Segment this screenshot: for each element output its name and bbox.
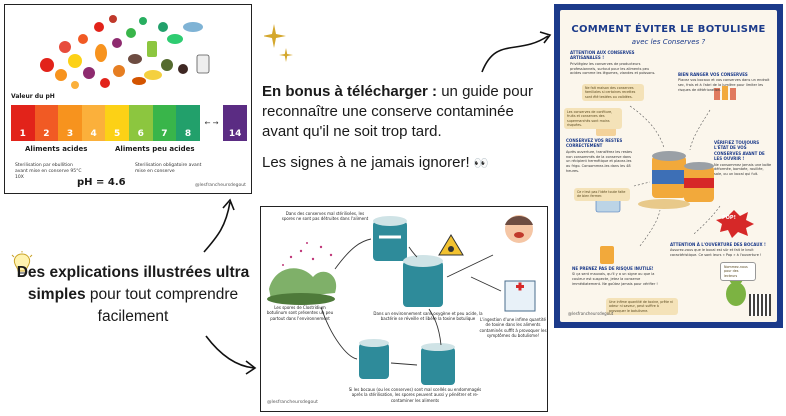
ph-scale-title: Valeur du pH <box>11 93 55 100</box>
poster-tip-storage <box>678 72 770 93</box>
warning-signs-label: Les signes à ne jamais ignorer! <box>262 154 470 171</box>
sterilisation-note-right: Sterilisation obligatoire avant mise en conserve <box>135 163 202 174</box>
acid-foods-label: Aliments acides <box>25 145 88 153</box>
poster-subtitle: avec les Conserves ? <box>631 38 706 46</box>
ph-scale-cell: 5 <box>105 105 129 141</box>
ph-scale-card <box>4 4 252 194</box>
ph-scale-cell: 8 <box>176 105 200 141</box>
explanation-body: pour tout comprendre facilement <box>85 286 239 325</box>
poster-tip-storage-title: BIEN RANGER VOS CONSERVES <box>678 72 748 77</box>
poster-tip-check-title: VÉRIFIEZ TOUJOURS L'ÉTAT DE VOS CONSERVES AVANT DE LES OUVRIR ! <box>714 140 765 162</box>
diagram-handle: @lesfrancheursdegout <box>267 400 318 405</box>
poster-tip-artisanal-text: Privilégiez les conserves de producteurs professionnels, surtout pour les aliments peu acides comme les légumes, viandes et poissons. <box>570 61 656 76</box>
botulism-diagram <box>260 206 548 412</box>
poster-tip-leftovers <box>566 138 636 173</box>
poster-note-homemade: Ne fait maison des conserves familiales si certaines recettes sont été testées ou validées. <box>582 84 644 101</box>
poster-note-toxin: Une infime quantité de toxine, prête ni odeur ni saveur, peut suffire à provoquer le botulisme. <box>606 298 678 315</box>
ph-scale-cell: 3 <box>58 105 82 141</box>
ph-scale-cell: 14 <box>223 105 247 141</box>
poster-tip-leftovers-title: CONSERVEZ VOS RESTES CORRECTEMENT <box>566 138 623 149</box>
warning-signs-text <box>262 154 489 171</box>
poster-tip-artisanal <box>570 50 660 76</box>
poster-content <box>560 10 777 322</box>
bonus-body: un guide pour reconnaître une conserve contaminée avant qu'il ne soit trop tard. <box>262 83 533 140</box>
poster-tip-opening-title: ATTENTION À L'OUVERTURE DES BOCAUX ! <box>670 242 766 247</box>
poster-title: COMMENT ÉVITER LE BOTULISME <box>571 24 766 35</box>
diagram-step-recontamination: Si les bocaux (ou les conserves) sont mal scellés ou endommagés après la stérilisation, les spores peuvent aussi y pénétrer et re-contaminer les aliments <box>348 387 482 403</box>
poster-tip-check-text: Ne consommez jamais une boîte déformée, bombée, rouillée, sale, ou un bocal qui fuit. <box>714 162 772 176</box>
explanation-description <box>10 262 256 328</box>
ph-scale-cell: 6 <box>129 105 153 141</box>
ph-threshold-value: pH = 4.6 <box>77 177 126 188</box>
botulism-guide-poster <box>554 4 783 328</box>
poster-tip-artisanal-title: ATTENTION AUX CONSERVES ARTISANALES ! <box>570 50 635 61</box>
ph-scale-cell: 4 <box>82 105 106 141</box>
diagram-step-spores: Les spores de Clostridium botulinum sont présentes un peu partout dans l'environnement <box>266 305 334 321</box>
ph-scale-labels <box>11 145 247 159</box>
arrow-to-ph-card-icon <box>198 196 238 256</box>
poster-tip-opening-text: Assurez-vous que le bocal est sûr et fait le bruit caractéristique. Ce sont leurs « Pop » à l'ouverture ! <box>670 248 762 258</box>
diagram-step-toxin: Dans un environnement sans oxygène et peu acide, la bactérie se réveille et libère la toxine botulique <box>373 311 483 322</box>
poster-note-supermarket: Les conserves de confiture, fruits et conserves des supermarchés sont moins risquées. <box>564 108 622 129</box>
eyes-icon: 👀 <box>473 156 489 170</box>
poster-tip-risk-text: Si ça sent mauvais, qu'il y a un signe ou que la couleur est suspecte, jetez la conserve immédiatement. Ne goûtez jamais pour vérifier ! <box>572 272 658 286</box>
poster-tip-risk <box>572 266 668 287</box>
sparkle-icon <box>264 22 294 66</box>
food-illustration <box>35 9 225 91</box>
poster-tip-leftovers-text: Après ouverture, transférez les restes non consommés de la conserve dans un récipient hermétique et placez-les au frigo. Consommez-les dans les 48 heures. <box>566 149 633 173</box>
poster-tip-opening <box>670 242 772 258</box>
diagram-step-sterilisation: Dans des conserves mal stérilisées, les spores ne sont pas détruites dans l'aliment <box>281 211 369 222</box>
poster-tip-storage-text: Placez vos bocaux et vos conserves dans un endroit sec, frais et à l'abri de la lumière pour limiter les risques de détérioration. <box>678 78 770 92</box>
bonus-heading: En bonus à télécharger : <box>262 83 438 100</box>
ph-scale-gap: ← → <box>204 119 219 127</box>
ph-scale-cell: 1 <box>11 105 35 141</box>
poster-handle: @lesfrancheursdegout <box>568 311 614 316</box>
low-acid-foods-label: Aliments peu acides <box>115 145 195 153</box>
ph-scale-cell: 7 <box>153 105 177 141</box>
poster-note-close: Ce n'est pas l'idée toute faite de bien fermer. <box>574 188 630 201</box>
sterilisation-note-left: Sterilisation par ebullition avant mise en conserve 95°C 10X <box>15 163 82 180</box>
diagram-step-ingestion: L'ingestion d'une infime quantité de toxine dans les aliments contaminés suffit à provoquer les symptômes du botulisme! <box>479 317 547 339</box>
poster-pop-label: POP! <box>722 215 736 221</box>
ph-card-handle: @lesfrancheursdegout <box>195 183 246 188</box>
bonus-description <box>262 82 554 142</box>
explanation-heading: Des explications illustrées ultra simples <box>16 264 250 303</box>
poster-tip-check <box>714 140 772 177</box>
arrow-to-diagram-icon <box>198 332 260 376</box>
qr-code-icon <box>749 294 771 316</box>
arrow-to-poster-icon <box>478 26 558 76</box>
poster-tip-risk-title: NE PRENEZ PAS DE RISQUE INUTILE! <box>572 266 654 271</box>
ph-scale-bar <box>11 105 247 141</box>
poster-corner-note: Nommez-nous pour des lecteurs <box>720 262 756 281</box>
ph-scale-cell: 2 <box>35 105 59 141</box>
